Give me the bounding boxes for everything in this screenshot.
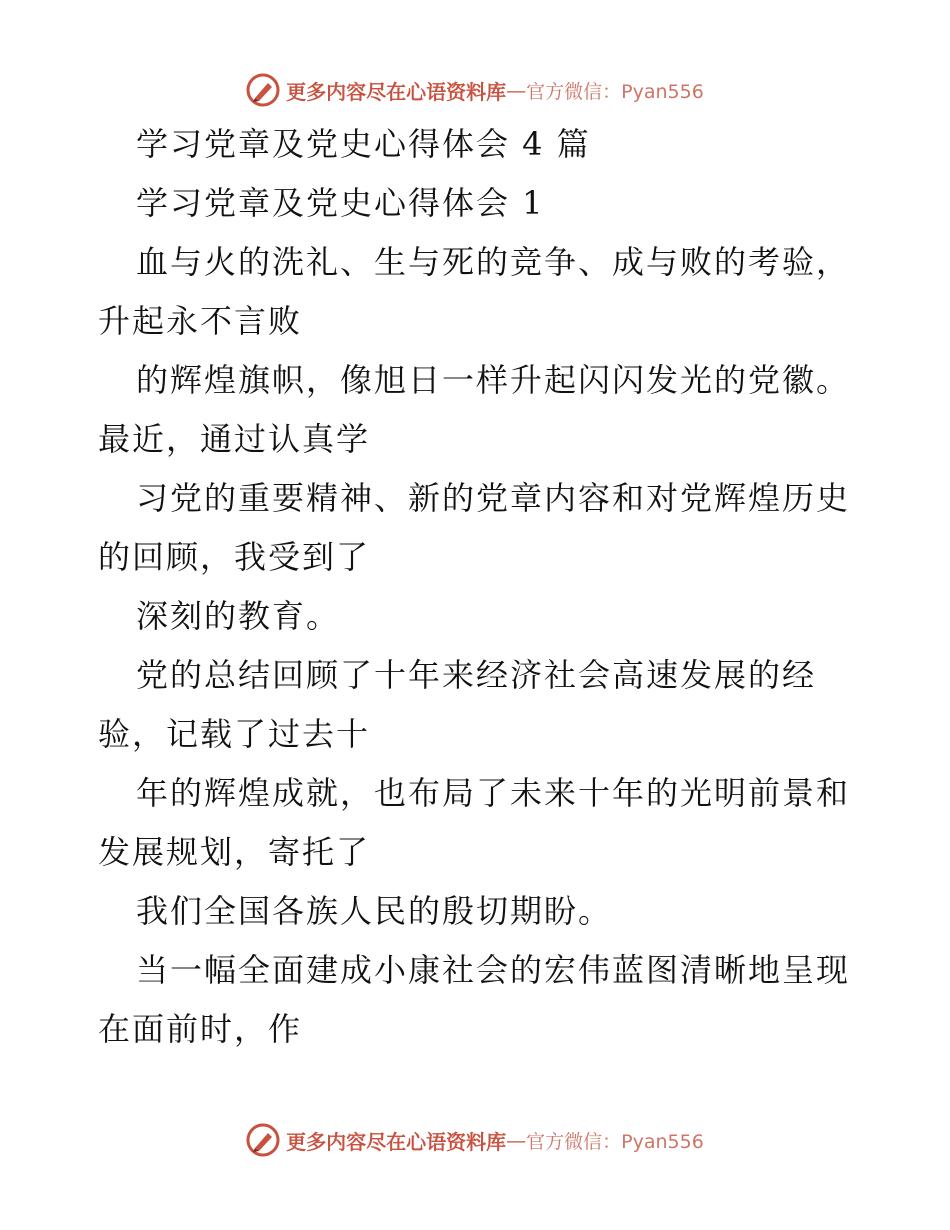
text-line: 的回顾，我受到了 [98,538,371,576]
watermark-wechat-text: 官方微信：Pyan556 [526,1130,704,1153]
text-line: 我们全国各族人民的殷切期盼。 [136,892,613,930]
text-line: 在面前时，作 [98,1010,303,1048]
text-line: 的辉煌旗帜，像旭日一样升起闪闪发光的党徽。 [136,361,851,399]
watermark-dash: — [506,1128,527,1152]
section-heading: 学习党章及党史心得体会 1 [136,184,545,222]
pen-logo-icon [246,1123,280,1157]
watermark-footer [0,1120,950,1160]
text-line: 升起永不言败 [98,302,303,340]
text-line: 验，记载了过去十 [98,715,371,753]
text-line: 党的总结回顾了十年来经济社会高速发展的经 [136,656,817,694]
text-line: 习党的重要精神、新的党章内容和对党辉煌历史 [136,479,851,517]
text-line: 当一幅全面建成小康社会的宏伟蓝图清晰地呈现 [136,951,851,989]
watermark-site-text: 更多内容尽在心语资料库 [286,1129,507,1154]
watermark-dash: — [506,78,527,102]
document-title: 学习党章及党史心得体会 4 篇 [136,125,591,163]
watermark-header [0,70,950,110]
text-line: 发展规划，寄托了 [98,833,371,871]
text-line: 深刻的教育。 [136,597,341,635]
text-line: 最近，通过认真学 [98,420,371,458]
text-line: 血与火的洗礼、生与死的竞争、成与败的考验， [136,243,851,281]
pen-logo-icon [246,73,280,107]
watermark-wechat-text: 官方微信：Pyan556 [526,80,704,103]
text-line: 年的辉煌成就，也布局了未来十年的光明前景和 [136,774,851,812]
watermark-site-text: 更多内容尽在心语资料库 [286,79,507,104]
